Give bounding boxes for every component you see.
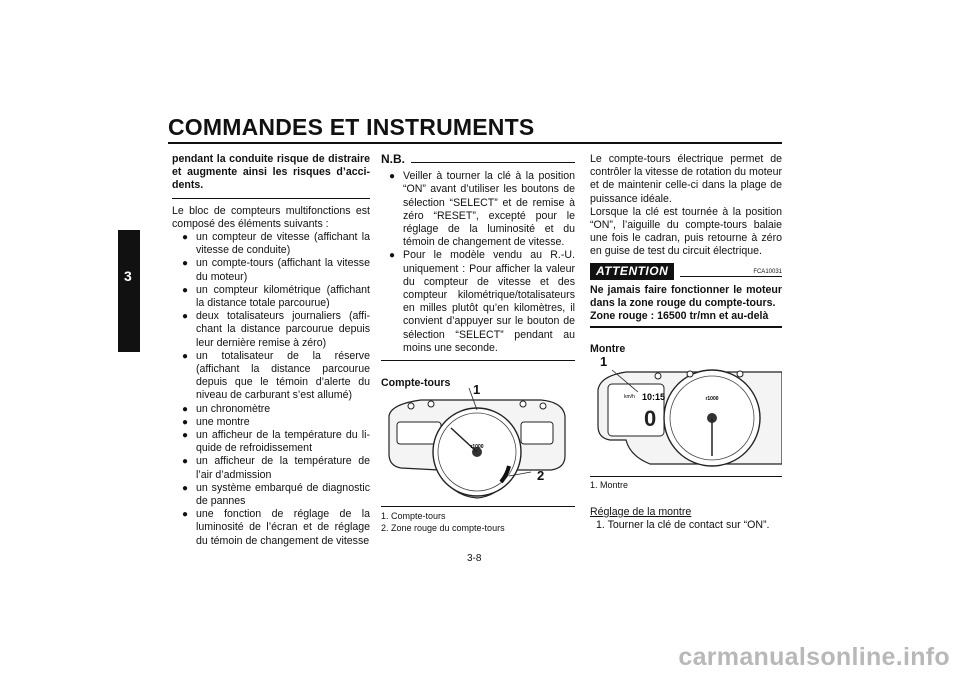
header-rule [168, 142, 782, 144]
sub-heading: Réglage de la montre [590, 506, 692, 518]
bullet-icon: ● [182, 403, 189, 415]
bullet-icon: ● [182, 482, 189, 494]
clock-time: 10:15 [642, 392, 666, 402]
list-item: ● un système embarqué de diagnostic de pannes [182, 481, 370, 508]
list-item: ● un afficheur de la température du liquide de refroidissement [182, 429, 370, 455]
bullet-icon: ● [182, 258, 189, 270]
step-item: 1. Tourner la clé de contact sur “ON”. [596, 519, 770, 532]
bullet-icon: ● [182, 350, 189, 362]
list-item: ● une montre [182, 415, 250, 428]
attention-text: Ne jamais faire fonctionner le moteur dans la zone rouge du compte-tours. [590, 283, 782, 310]
figure-captions [381, 510, 505, 534]
nb-header [381, 153, 575, 166]
nb-label: N.B. [381, 152, 405, 166]
list-item: ● un chronomètre [182, 402, 271, 415]
warning-rule [172, 198, 370, 199]
column-2 [381, 153, 575, 390]
tachometer-paragraph-2: Lorsque la clé est tournée à la position “ON”, l’aiguille du compte-tours balaie une fois le cadran, puis retourne à zéro en guise de test du circuit électrique. [590, 205, 782, 258]
callout-1: 1 [600, 354, 608, 369]
instrument-cluster-illustration [590, 356, 782, 474]
list-item: ● un afficheur de la température de l’air d’admission [182, 455, 370, 481]
attention-code: FCA10031 [753, 268, 782, 275]
list-item: ● un totalisateur de la réserve (affichant la distance parcourue depuis que le témoin d’alerte du niveau de carburant s’est allumé) [182, 349, 370, 402]
bullet-icon: ● [182, 311, 189, 323]
nb-end-rule [381, 360, 575, 361]
clock-setting [590, 506, 782, 532]
watermark: carmanualsonline.info [678, 643, 950, 671]
nb-list [387, 170, 575, 355]
attention-zone: Zone rouge : 16500 tr/mn et au-delà [590, 310, 769, 323]
bullet-icon: ● [182, 284, 189, 296]
figure-rule [590, 476, 782, 477]
chapter-number: 3 [124, 268, 132, 284]
list-item: ● Pour le modèle vendu au R.-U. uniquement : Pour afficher la valeur du compteur de vitesse et des compteur kilométrique/totalisateurs en milles plutôt qu’en kilomètres, il convient d’appuyer sur le bouton de sélection “SELECT” pendant au moins une seconde. [389, 249, 575, 354]
list-item: ● un compte-tours (affichant la vitesse du moteur) [182, 257, 370, 283]
list-item: ● une fonction de réglage de la luminosité de l’écran et de réglage du témoin de changement de vitesse [182, 508, 370, 547]
list-item: ● Veiller à tourner la clé à la position “ON” avant d’utiliser les boutons de sélection “SELECT” et de remise à zéro “RESET”, excepté pour le réglage de la luminosité et du témoin de changement de vitesse. [389, 170, 575, 249]
figure-rule [381, 506, 575, 507]
bullet-icon: ● [182, 232, 189, 244]
gauge-unit: km/h [624, 394, 635, 400]
attention-label: ATTENTION [590, 263, 674, 280]
bullet-icon: ● [182, 456, 189, 468]
bullet-icon: ● [182, 430, 189, 442]
callout-1: 1 [473, 382, 481, 397]
feature-list [180, 231, 370, 548]
list-item: ● un compteur kilométrique (affichant la distance totale parcourue) [182, 283, 370, 310]
clock-figure [590, 356, 782, 474]
callout-2: 2 [537, 468, 545, 483]
column-1 [172, 153, 370, 548]
attention-end-rule [590, 326, 782, 328]
list-item: ● deux totalisateurs journaliers (affichant la distance parcourue depuis leur dernière remise à zéro) [182, 310, 370, 349]
gauge-brand: r1000 [470, 444, 484, 450]
caption-item: 2. Zone rouge du compte-tours [381, 523, 505, 533]
gauge-brand: r1000 [705, 396, 719, 402]
instrument-cluster-illustration [381, 386, 575, 504]
section-heading: Compte-tours [381, 377, 451, 390]
section-heading: Montre [590, 343, 626, 356]
svg-text:0: 0 [644, 406, 657, 431]
caption-item: 1. Compte-tours [381, 511, 446, 521]
list-item: ● un compteur de vitesse (affichant la vitesse de conduite) [182, 231, 370, 257]
page-title: COMMANDES ET INSTRUMENTS [168, 114, 535, 140]
warning-text: pendant la conduite risque de distraire et augmente ainsi les risques d’accidents. [172, 153, 370, 192]
figure-caption: 1. Montre [590, 480, 629, 490]
column-3 [590, 153, 782, 357]
bullet-icon: ● [182, 416, 189, 428]
bullet-icon: ● [389, 171, 396, 183]
tachometer-paragraph: Le compte-tours électrique permet de contrôler la vitesse de rotation du moteur et de maintenir celle-ci dans la plage de puissance idéale. [590, 153, 782, 205]
page-number: 3-8 [467, 553, 482, 564]
intro-text: Le bloc de compteurs multifonctions est composé des éléments suivants : [172, 204, 370, 230]
bullet-icon: ● [389, 250, 396, 262]
bullet-icon: ● [182, 509, 189, 521]
chapter-tab [118, 230, 140, 352]
nb-rule [411, 162, 575, 163]
